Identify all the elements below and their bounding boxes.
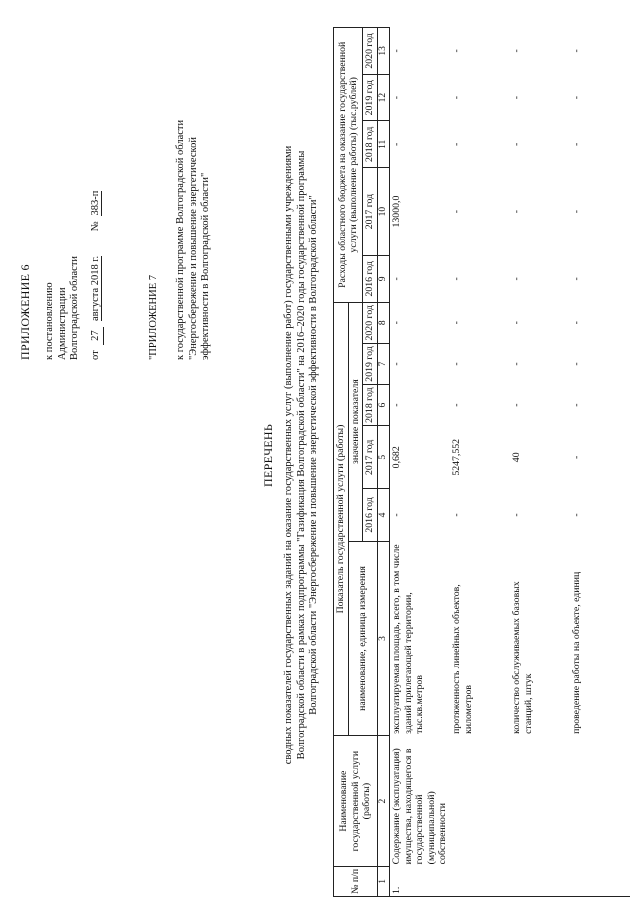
- number-label: №: [90, 221, 101, 232]
- header-service-name: Наименование государственной услуги (работы): [334, 736, 378, 866]
- row-value: -: [451, 513, 462, 517]
- row-value: -: [451, 321, 462, 325]
- row-expense: -: [511, 49, 522, 53]
- row-value: -: [451, 362, 462, 366]
- subtitle-line: Волгоградской области "Энергосбережение и повышение энергетической эффективности в Волгоградской области": [308, 195, 319, 715]
- column-number: 13: [377, 28, 390, 75]
- row-expense: -: [511, 277, 522, 281]
- prilozhenie7-line: к государственной программе Волгоградской области: [175, 119, 186, 360]
- row-expense: -: [571, 277, 582, 281]
- row-indicator: количество обслуживаемых базовых станций, штук: [511, 581, 534, 734]
- column-number: 4: [377, 489, 390, 541]
- header-expense-year: 2020 год: [363, 28, 378, 75]
- row-service: Содержание (эксплуатация) имущества, находящегося в государственной (муниципальной) собственности: [391, 748, 448, 865]
- header-expense-year: 2019 год: [363, 74, 378, 121]
- header-num: № п/п: [334, 866, 378, 896]
- subtitle-line: Волгоградской области в рамках подпрограммы "Газификация Волгоградской области" на 2016–2020 годы государственной программы: [295, 150, 307, 760]
- document-title: ПЕРЕЧЕНЬ: [261, 423, 275, 487]
- row-expense: -: [571, 209, 582, 214]
- row-value: -: [391, 321, 402, 325]
- document-subtitle: [283, 15, 321, 895]
- row-expense: -: [571, 142, 582, 146]
- column-number: 8: [377, 302, 390, 343]
- date-month-year: августа 2018 г.: [90, 255, 101, 322]
- appendix-line: Волгоградской области: [69, 255, 80, 360]
- row-expense: -: [391, 142, 402, 146]
- row-value: -: [571, 513, 582, 517]
- row-indicator: протяженность линейных объектов, километров: [451, 584, 474, 734]
- header-expense-year: 2016 год: [363, 255, 378, 302]
- row-expense: -: [511, 142, 522, 146]
- row-value: -: [511, 321, 522, 325]
- column-number: 2: [377, 736, 390, 866]
- row-expense: -: [391, 277, 402, 281]
- row-expense: -: [511, 209, 522, 214]
- column-number: 5: [377, 426, 390, 489]
- row-expense: 13000,0: [391, 195, 402, 228]
- row-value: -: [571, 321, 582, 325]
- row-value: -: [571, 455, 582, 459]
- appendix-line: Администрации: [56, 287, 68, 360]
- row-value: -: [391, 403, 402, 407]
- header-year: 2016 год: [363, 489, 378, 541]
- row-value: -: [391, 362, 402, 366]
- appendix-title: ПРИЛОЖЕНИЕ 6: [18, 264, 32, 360]
- row-value: 40: [511, 452, 522, 463]
- row-indicator: эксплуатируемая площадь, всего, в том числе зданий прилегающей территории, тыс.кв.метров: [391, 544, 425, 734]
- row-expense: -: [571, 96, 582, 100]
- prilozhenie7-line: эффективности в Волгоградской области": [200, 172, 211, 360]
- header-value-group: значение показателя: [348, 302, 363, 541]
- row-value: -: [451, 403, 462, 407]
- prilozhenie7-title: "ПРИЛОЖЕНИЕ 7: [148, 274, 159, 360]
- row-expense: -: [511, 96, 522, 100]
- header-year: 2017 год: [363, 426, 378, 489]
- header-indicator-group: Показатель государственной услуги (работы): [334, 302, 349, 736]
- prilozhenie7-lines: [175, 120, 213, 360]
- header-year: 2019 год: [363, 343, 378, 384]
- row-num: 1.: [390, 866, 631, 896]
- row-value: -: [511, 403, 522, 407]
- row-expense: -: [451, 96, 462, 100]
- appendix-line: к постановлению: [44, 282, 55, 360]
- number-value: 383-п: [90, 190, 101, 216]
- column-number: 3: [377, 541, 390, 736]
- row-expense: -: [451, 277, 462, 281]
- row-expense: -: [451, 142, 462, 146]
- column-number: 7: [377, 343, 390, 384]
- column-number: 6: [377, 385, 390, 426]
- prilozhenie7-line: "Энергосбережение и повышение энергетической: [187, 137, 199, 360]
- row-value: 5247,552: [451, 438, 462, 476]
- column-number: 1: [377, 866, 390, 896]
- row-indicator: проведение работы на объекте, единиц: [571, 571, 582, 734]
- indicators-table: [333, 27, 630, 897]
- appendix-lines: [44, 256, 82, 360]
- column-number: 11: [377, 121, 390, 168]
- header-expense-year: 2018 год: [363, 121, 378, 168]
- row-value: 0,682: [391, 446, 402, 469]
- row-value: -: [571, 362, 582, 366]
- header-expense-group: Расходы областного бюджета на оказание государственной услуги (выполнение работы) (тыс.рублей): [334, 28, 363, 303]
- row-expense: -: [571, 49, 582, 53]
- row-expense: -: [451, 49, 462, 53]
- header-expense-year: 2017 год: [363, 168, 378, 256]
- header-unit-name: наименование, единица измерения: [348, 541, 377, 736]
- column-number: 10: [377, 168, 390, 256]
- row-value: -: [571, 403, 582, 407]
- row-expense: -: [451, 209, 462, 214]
- header-year: 2020 год: [363, 302, 378, 343]
- row-expense: -: [391, 96, 402, 100]
- column-number: 9: [377, 255, 390, 302]
- row-expense: -: [391, 49, 402, 53]
- appendix-date-line: [90, 191, 104, 360]
- subtitle-line: сводных показателей государственных заданий на оказание государственных услуг (выполнение работ) государственными учреждениями: [283, 145, 294, 765]
- table-row: [390, 28, 451, 897]
- row-value: -: [511, 513, 522, 517]
- header-year: 2018 год: [363, 385, 378, 426]
- date-day: 27: [90, 327, 104, 345]
- column-number: 12: [377, 74, 390, 121]
- row-value: -: [391, 513, 402, 517]
- row-value: -: [511, 362, 522, 366]
- date-prefix: от: [90, 350, 101, 360]
